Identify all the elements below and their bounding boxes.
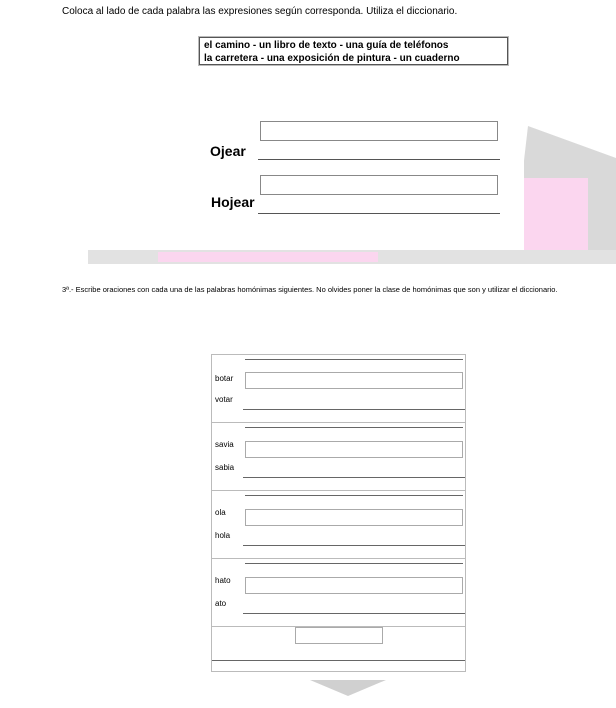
- row-top-line: [245, 495, 463, 496]
- exercise3-instructions: 3ª.- Escribe oraciones con cada una de las palabras homónimas siguientes. No olvides poner la clase de homónimas que son y utilizar el diccionario.: [62, 285, 558, 294]
- row-top-line: [245, 563, 463, 564]
- homonym-row-hato-ato: [212, 559, 465, 627]
- word-bank-line-2: la carretera - una exposición de pintura - un cuaderno: [204, 53, 460, 64]
- hato-sentence-field[interactable]: [245, 577, 463, 594]
- pink-band: [158, 252, 378, 262]
- hojear-answer-field[interactable]: [260, 175, 498, 195]
- hojear-writing-line[interactable]: [258, 213, 500, 214]
- hojear-label: Hojear: [211, 194, 255, 210]
- ojear-answer-field[interactable]: [260, 121, 498, 141]
- homonyms-table: [211, 354, 466, 672]
- word-bank-box: [199, 37, 508, 65]
- word-savia: savia: [215, 440, 234, 449]
- word-votar: votar: [215, 395, 233, 404]
- ato-writing-line[interactable]: [243, 613, 465, 614]
- word-bank-line-1: el camino - un libro de texto - una guía de teléfonos: [204, 40, 449, 51]
- word-ato: ato: [215, 599, 227, 608]
- homonym-row-botar-votar: [212, 355, 465, 423]
- homonym-row-ola-hola: [212, 491, 465, 559]
- homonym-row-empty: [212, 627, 465, 671]
- word-botar: botar: [215, 374, 234, 383]
- ojear-label: Ojear: [210, 143, 246, 159]
- exercise2-instructions: Coloca al lado de cada palabra las expresiones según corresponda. Utiliza el diccionario.: [62, 6, 458, 17]
- extra-writing-line[interactable]: [212, 660, 465, 661]
- down-chevron-shape: [310, 678, 386, 698]
- hola-writing-line[interactable]: [243, 545, 465, 546]
- word-hato: hato: [215, 576, 231, 585]
- botar-sentence-field[interactable]: [245, 372, 463, 389]
- row-top-line: [245, 359, 463, 360]
- word-ola: ola: [215, 508, 226, 517]
- ola-sentence-field[interactable]: [245, 509, 463, 526]
- word-sabia: sabia: [215, 463, 235, 472]
- word-hola: hola: [215, 531, 231, 540]
- extra-answer-field[interactable]: [295, 627, 383, 644]
- row-top-line: [245, 427, 463, 428]
- savia-sentence-field[interactable]: [245, 441, 463, 458]
- sabia-writing-line[interactable]: [243, 477, 465, 478]
- homonym-row-savia-sabia: [212, 423, 465, 491]
- ojear-writing-line[interactable]: [258, 159, 500, 160]
- votar-writing-line[interactable]: [243, 409, 465, 410]
